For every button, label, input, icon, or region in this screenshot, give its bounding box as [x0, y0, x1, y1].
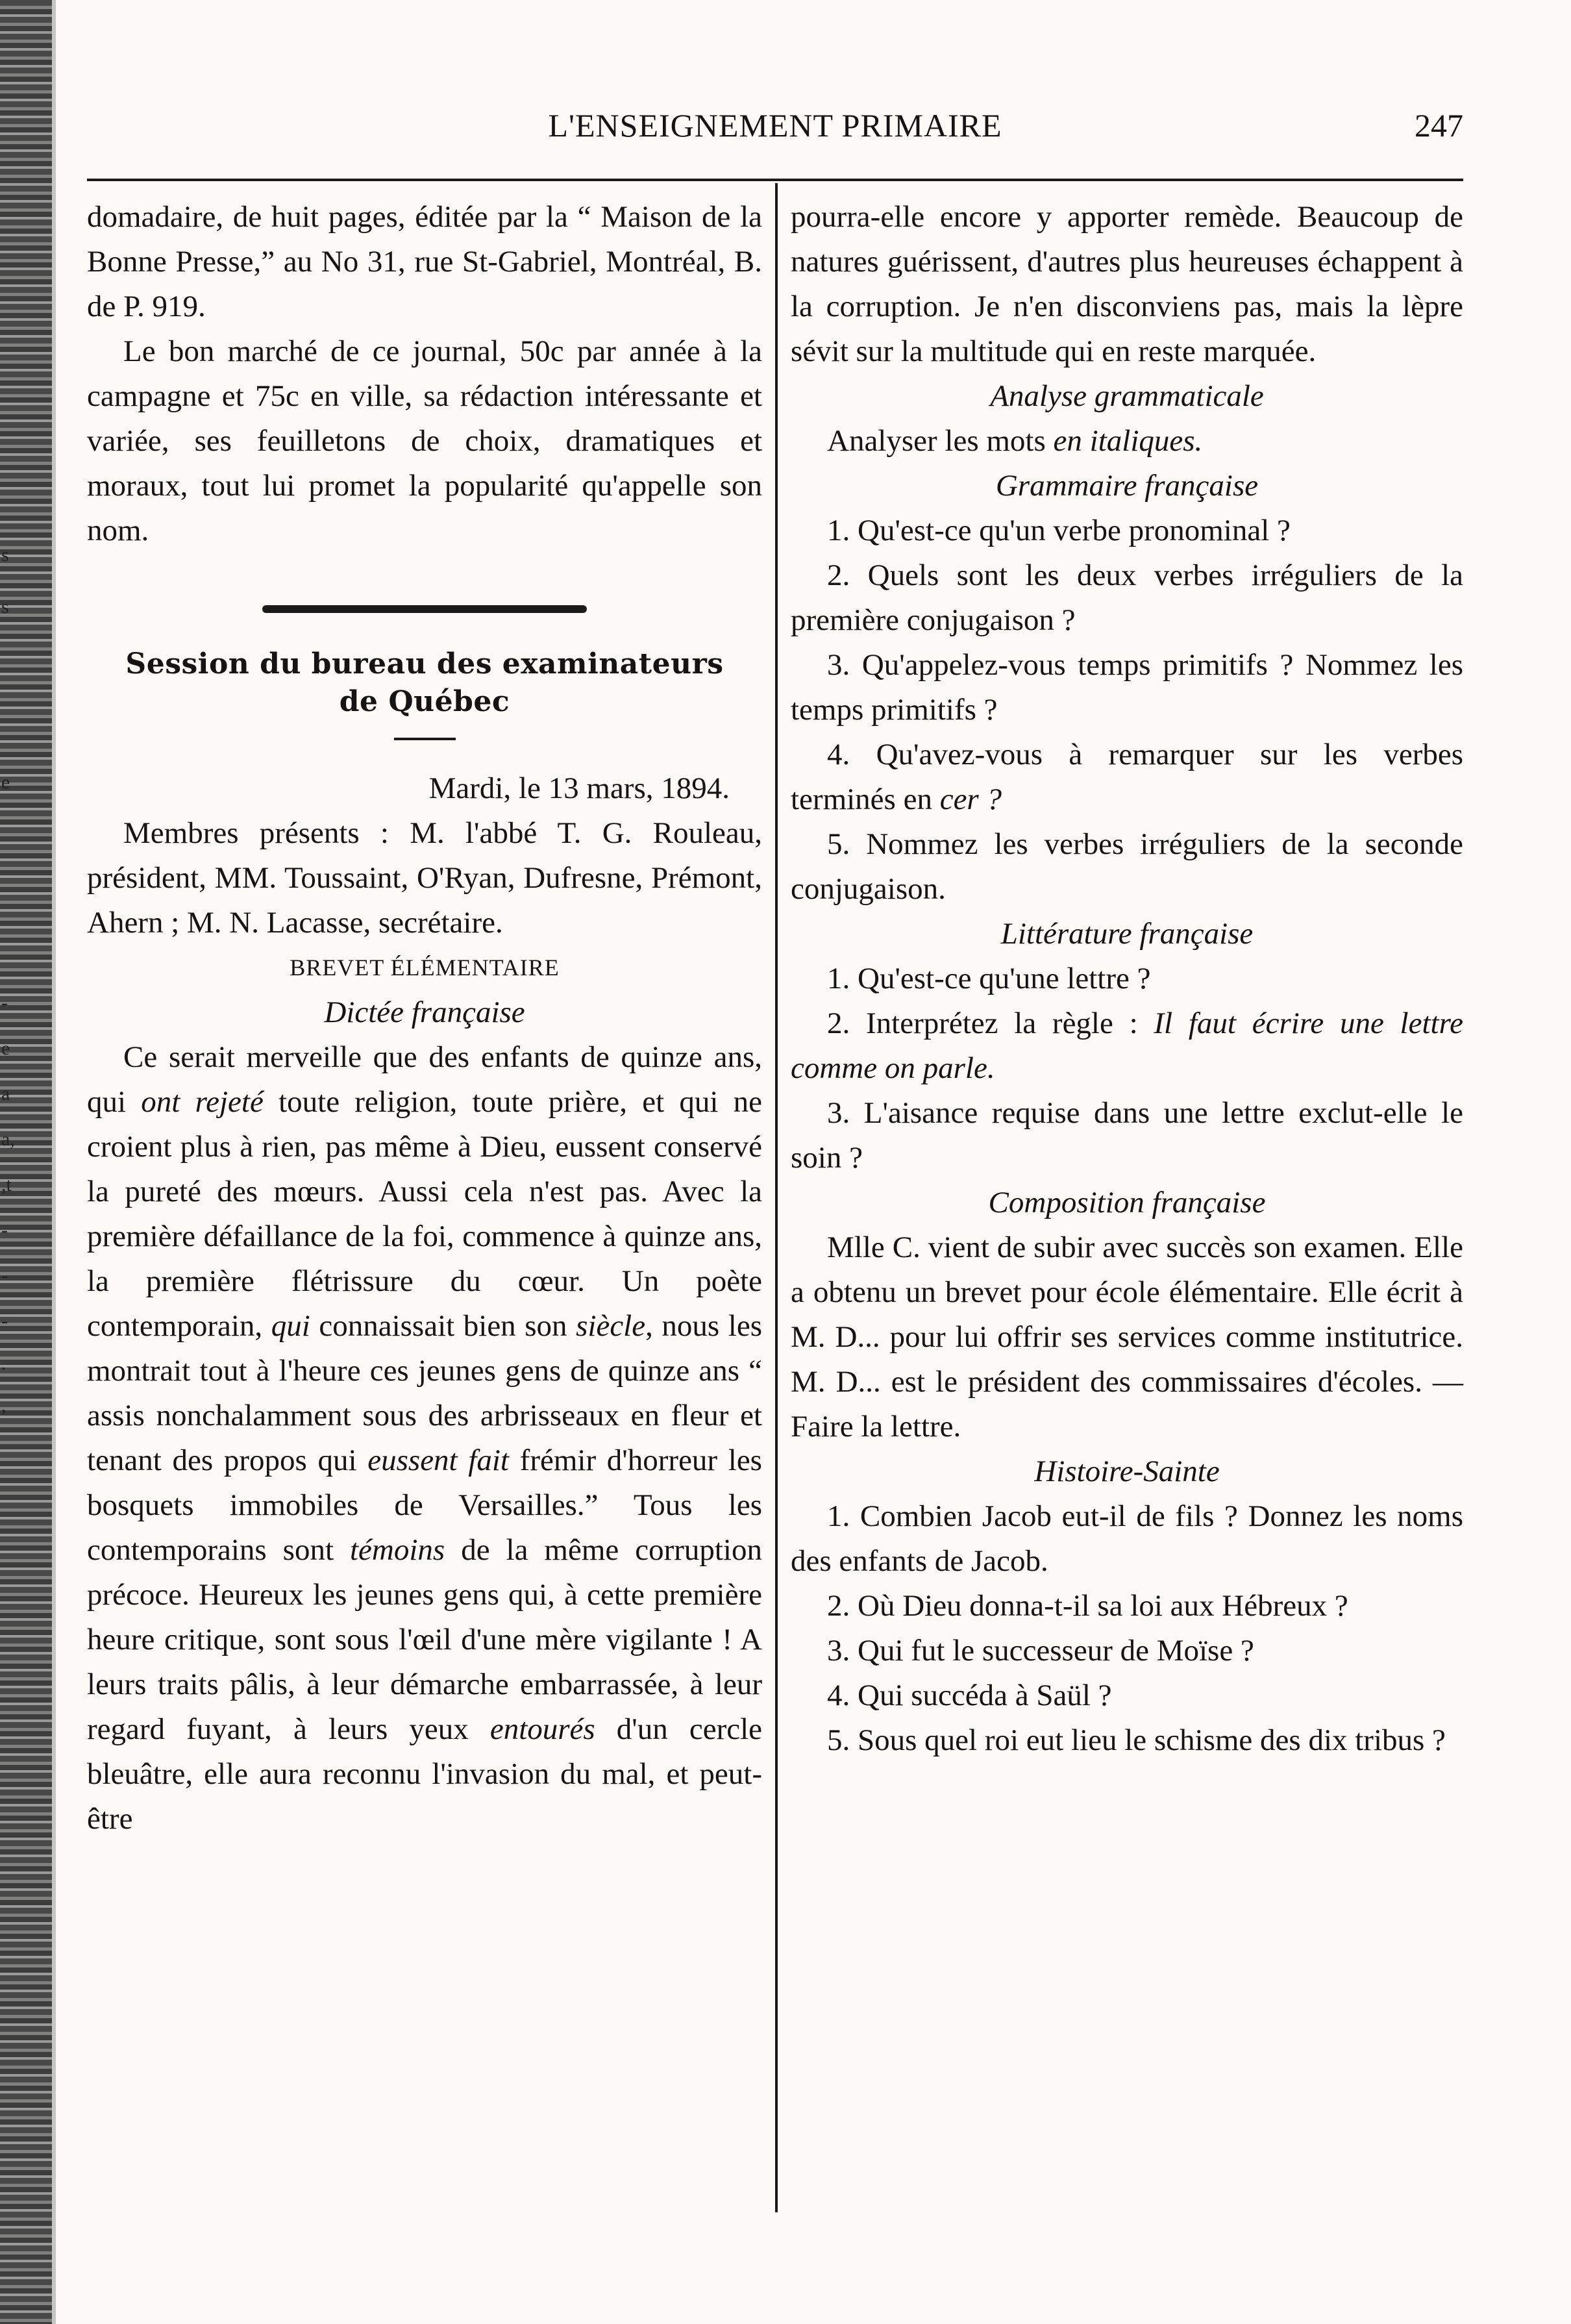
- page-number: 247: [1415, 107, 1463, 144]
- margin-fragment: -: [1, 992, 8, 1014]
- dictee-italic: siècle: [576, 1309, 646, 1343]
- litterature-heading: Littérature française: [1000, 917, 1254, 951]
- margin-fragment: e: [1, 1038, 10, 1059]
- dictee-text: [87, 1035, 762, 1842]
- dictee-text-part: , nous les montrait tout à l'heure ces jeunes gens de quinze ans “ assis nonchalamment sous des arbrisseaux en fleur et tenant des propos qui: [87, 1309, 762, 1477]
- section-title: [87, 645, 762, 721]
- question-item: 4. Qui succéda à Saül ?: [827, 1679, 1112, 1712]
- question-item: [791, 1001, 1463, 1091]
- left-column: [87, 195, 762, 1842]
- page-header: [87, 97, 1463, 149]
- dictee-text-part: d'un cercle bleuâtre, elle aura reconnu l'invasion du mal, et peut-être: [87, 1712, 763, 1836]
- header-rule: [87, 179, 1463, 181]
- composition-text: Mlle C. vient de subir avec succès son examen. Elle a obtenu un brevet pour école élémentaire. Elle écrit à M. D... pour lui offrir ses services comme institutrice. M. D... est le président des commissaires d'écoles. —Faire la lettre.: [791, 1231, 1463, 1443]
- question-item: 3. Qu'appelez-vous temps primitifs ? Nommez les temps primitifs ?: [791, 648, 1463, 727]
- analyse-text: Analyser les mots: [827, 424, 1054, 458]
- margin-fragment: a,: [1, 1129, 15, 1150]
- dictee-text-part: de la même corruption précoce. Heureux les jeunes gens qui, à cette première heure critique, sont sous l'œil d'une mère vigilante ! A leurs traits pâlis, à leur démarche embarrassée, à leur regard fuyant, à leurs yeux: [87, 1533, 762, 1746]
- paragraph-continued: pourra-elle encore y apporter remède. Beaucoup de natures guérissent, d'autres plus heureuses échappent à la corruption. Je n'en disconviens pas, mais la lèpre sévit sur la multitude qui en reste marquée.: [791, 200, 1463, 368]
- margin-fragment: -: [1, 1265, 8, 1286]
- dictee-italic: ont rejeté: [141, 1085, 264, 1119]
- question-italic: Il faut écrire une lettre comme on parle.: [791, 1006, 1463, 1085]
- margin-fragment: s: [1, 596, 9, 618]
- question-item: 3. Qui fut le successeur de Moïse ?: [827, 1634, 1254, 1668]
- book-binding-edge: [0, 0, 52, 2324]
- brevet-heading: BREVET ÉLÉMENTAIRE: [290, 955, 560, 981]
- margin-fragment: a: [1, 1083, 10, 1105]
- question-item: 2. Quels sont les deux verbes irréguliers de la première conjugaison ?: [791, 558, 1463, 637]
- analyse-instruction: [791, 419, 1463, 464]
- dictee-italic: témoins: [350, 1533, 445, 1567]
- question-item: 1. Combien Jacob eut-il de fils ? Donnez les noms des enfants de Jacob.: [791, 1499, 1463, 1578]
- running-title: L'ENSEIGNEMENT PRIMAIRE: [548, 107, 1002, 144]
- question-text: 2. Interprétez la règle :: [827, 1006, 1154, 1040]
- analyse-italic: en italiques.: [1053, 424, 1203, 458]
- dictee-text-part: Ce serait merveille que des enfants de quinze ans, qui: [87, 1040, 762, 1119]
- dictee-text-part: frémir d'horreur les bosquets immobiles de Versailles.” Tous les contemporains sont: [87, 1443, 762, 1567]
- section-title-line1: Session du bureau des examinateurs: [125, 647, 724, 681]
- question-text: 4. Qu'avez-vous à remarquer sur les verbes terminés en: [791, 738, 1463, 816]
- dictee-italic: qui: [271, 1309, 310, 1343]
- margin-fragment: .: [1, 1353, 6, 1374]
- column-divider: [775, 183, 778, 2212]
- paragraph-continued: domadaire, de huit pages, éditée par la “ Maison de la Bonne Presse,” au No 31, rue St-Gabriel, Montréal, B. de P. 919.: [87, 200, 762, 323]
- dictee-italic: eussent fait: [367, 1443, 509, 1477]
- dictee-heading: Dictée française: [324, 995, 525, 1029]
- question-item: 1. Qu'est-ce qu'un verbe pronominal ?: [827, 514, 1291, 547]
- dictee-text-part: connaissait bien son: [310, 1309, 576, 1343]
- short-rule: [394, 738, 456, 740]
- session-date: Mardi, le 13 mars, 1894.: [428, 771, 730, 805]
- analyse-heading: Analyse grammaticale: [990, 379, 1264, 413]
- question-item: 1. Qu'est-ce qu'une lettre ?: [827, 962, 1151, 995]
- members-present: Membres présents : M. l'abbé T. G. Rouleau, président, MM. Toussaint, O'Ryan, Dufresne, Prémont, Ahern ; M. N. Lacasse, secrétaire.: [87, 816, 762, 940]
- margin-fragment: -: [1, 1310, 8, 1332]
- question-item: 2. Où Dieu donna-t-il sa loi aux Hébreux ?: [827, 1589, 1348, 1623]
- grammaire-heading: Grammaire française: [995, 469, 1259, 503]
- paragraph-journal-price: Le bon marché de ce journal, 50c par année à la campagne et 75c en ville, sa rédaction intéressante et variée, ses feuilletons de choix, dramatiques et moraux, tout lui promet la popularité qu'appelle son nom.: [87, 334, 762, 547]
- right-column: [791, 195, 1463, 1763]
- margin-fragment: e: [1, 771, 10, 793]
- dictee-italic: entourés: [489, 1712, 595, 1746]
- margin-fragment: ,: [1, 1395, 6, 1416]
- ornamental-rule: [262, 605, 587, 613]
- question-item: 5. Sous quel roi eut lieu le schisme des dix tribus ?: [827, 1723, 1446, 1757]
- margin-fragment: -: [1, 1219, 8, 1241]
- question-item: 3. L'aisance requise dans une lettre exclut-elle le soin ?: [791, 1096, 1463, 1175]
- histoire-heading: Histoire-Sainte: [1034, 1455, 1220, 1488]
- margin-fragment: s: [1, 544, 9, 566]
- section-title-line2: de Québec: [339, 685, 510, 718]
- question-item: [791, 732, 1463, 822]
- dictee-text-part: toute religion, toute prière, et qui ne croient plus à rien, pas même à Dieu, eussent conservé la pureté des mœurs. Aussi cela n'est pas. Avec la première défaillance de la foi, commence à quinze ans, la première flétrissure du cœur. Un poète contemporain,: [87, 1085, 763, 1343]
- composition-heading: Composition française: [988, 1186, 1266, 1219]
- margin-fragment: ,t: [1, 1174, 12, 1195]
- question-italic: cer ?: [939, 782, 1002, 816]
- question-item: 5. Nommez les verbes irréguliers de la seconde conjugaison.: [791, 827, 1463, 906]
